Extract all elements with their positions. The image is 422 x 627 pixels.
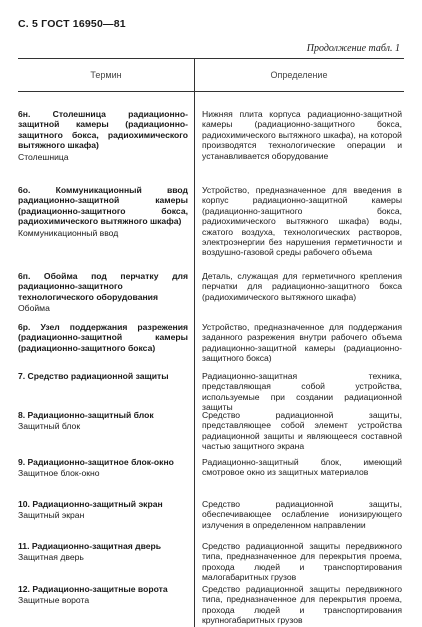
definition-cell: Устройство, предназначенное для введения в корпус радиационно-защитной камеры (радиационно-защитного бокса, радиохимического вытяжного шкафа) воды, сжатого воздуха, технологических растворов, электроэнергии без нарушения герметичности и воздушно-газовой среды рабочего объема xyxy=(202,185,402,258)
term-short: Защитные ворота xyxy=(18,595,90,606)
term-name: 6р. Узел поддержания разрежения (радиационно-защитной камеры (радиационно-защитного бокса) xyxy=(18,322,188,353)
column-divider xyxy=(194,59,195,627)
term-short: Защитное блок-окно xyxy=(18,468,100,479)
term-short: Коммуникационный ввод xyxy=(18,227,119,238)
term-name: 11. Радиационно-защитная дверь xyxy=(18,541,162,551)
term-cell xyxy=(18,371,188,382)
definition-cell: Нижняя плита корпуса радиационно-защитной камеры (радиационно-защитного бокса, радиохимического вытяжного шкафа), на которой производятся технологические операции и устанавливается оборудование xyxy=(202,109,402,161)
term-cell xyxy=(18,584,188,606)
definition-cell: Средство радиационной защиты передвижного типа, предназначенное для перекрытия проема, прохода людей и транспортирования крупногабаритных грузов xyxy=(202,584,402,626)
definition-cell: Средство радиационной защиты передвижного типа, предназначенное для перекрытия проема, прохода людей и транспортирования малогабаритных грузов xyxy=(202,541,402,583)
definition-cell: Устройство, предназначенное для поддержания заданного разрежения внутри рабочего объема радиационно-защитной камеры (радиационно-защитного бокса) xyxy=(202,322,402,364)
definition-cell: Радиационно-защитная техника, представляющая собой устройства, используемые при создании радиационной защиты xyxy=(202,371,402,413)
term-name: 12. Радиационно-защитные ворота xyxy=(18,584,168,594)
term-name: 9. Радиационно-защитное блок-окно xyxy=(18,457,174,467)
term-name: 10. Радиационно-защитный экран xyxy=(18,499,163,509)
term-short: Защитный блок xyxy=(18,421,81,432)
term-cell xyxy=(18,410,188,432)
term-cell xyxy=(18,541,188,563)
term-cell xyxy=(18,457,188,479)
term-cell xyxy=(18,322,188,354)
term-short: Обойма xyxy=(18,303,50,314)
terms-table xyxy=(18,58,404,627)
definition-cell: Деталь, служащая для герметичного крепления перчатки для радиационно-защитного бокса (радиохимического вытяжного шкафа) xyxy=(202,271,402,302)
term-cell xyxy=(18,271,188,314)
column-header-definition: Определение xyxy=(270,70,328,80)
header-divider xyxy=(18,91,404,92)
term-name: 6о. Коммуникационный ввод радиационно-защитной камеры (радиационно-защитного бокса, радиохимического вытяжного шкафа) xyxy=(18,185,188,227)
term-cell xyxy=(18,499,188,521)
column-header-term: Термин xyxy=(90,70,122,80)
definition-cell: Радиационно-защитный блок, имеющий смотровое окно из защитных материалов xyxy=(202,457,402,478)
term-short: Защитная дверь xyxy=(18,552,84,563)
term-cell xyxy=(18,185,188,238)
term-name: 6п. Обойма под перчатку для радиационно-защитного технологического оборудования xyxy=(18,271,188,302)
continuation-label: Продолжение табл. 1 xyxy=(306,43,400,54)
document-header: С. 5 ГОСТ 16950—81 xyxy=(18,18,126,30)
term-short: Столешница xyxy=(18,151,69,162)
term-name: 7. Средство радиационной защиты xyxy=(18,371,169,381)
term-cell xyxy=(18,109,188,162)
definition-cell: Средство радиационной защиты, представляющее собой элемент устройства радиационной защиты и являющееся составной частью защитного экрана xyxy=(202,410,402,452)
term-name: 6н. Столешница радиационно-защитной камеры (радиационно-защитного бокса, радиохимического вытяжного шкафа) xyxy=(18,109,188,151)
definition-cell: Средство радиационной защиты, обеспечивающее ослабление ионизирующего излучения в определенном направлении xyxy=(202,499,402,530)
term-short: Защитный экран xyxy=(18,510,85,521)
term-name: 8. Радиационно-защитный блок xyxy=(18,410,154,420)
